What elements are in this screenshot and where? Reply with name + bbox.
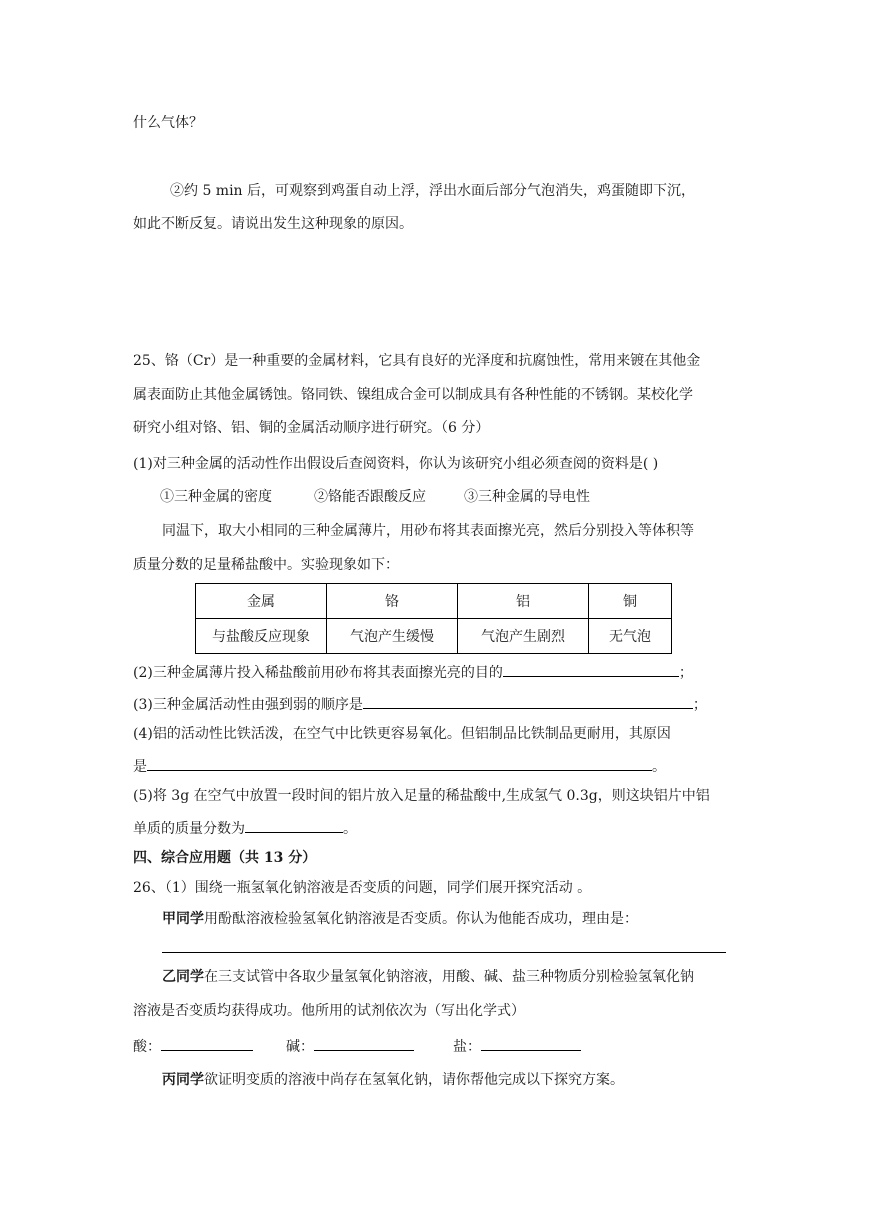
q25-sub4-line1: (4)铝的活动性比铁活泼，在空气中比铁更容易氧化。但铝制品比铁制品更耐用，其原因 xyxy=(133,726,671,742)
q25-line1: 25、铬（Cr）是一种重要的金属材料，它具有良好的光泽度和抗腐蚀性，常用来镀在其他金 xyxy=(133,353,701,369)
student-yi-text: 在三支试管中各取少量氢氧化钠溶液，用酸、碱、盐三种物质分别检验氢氧化钠 xyxy=(204,969,694,985)
q25-sub2 xyxy=(133,662,693,683)
reagent-salt xyxy=(453,1036,581,1057)
q25-experiment-line1: 同温下，取大小相同的三种金属薄片，用砂布将其表面擦光亮，然后分别投入等体积等 xyxy=(162,523,694,539)
answer-blank-salt[interactable] xyxy=(481,1036,581,1051)
q25-line2: 属表面防止其他金属锈蚀。铬同铁、镍组成合金可以制成具有各种性能的不锈钢。某校化学 xyxy=(133,387,693,403)
base-label: 碱： xyxy=(286,1039,314,1055)
period: 。 xyxy=(343,821,357,837)
answer-blank-acid[interactable] xyxy=(161,1036,253,1051)
student-jia-text: 用酚酞溶液检验氢氧化钠溶液是否变质。你认为他能否成功，理由是： xyxy=(204,911,638,927)
table-header-row xyxy=(196,584,672,619)
semicolon: ； xyxy=(678,665,693,681)
q25-option-3: ③三种金属的导电性 xyxy=(464,489,590,505)
q25-sub3-text: (3)三种金属活动性由强到弱的顺序是 xyxy=(133,697,363,713)
q26-yi-line2: 溶液是否变质均获得成功。他所用的试剂依次为（写出化学式） xyxy=(133,1003,525,1019)
q26-yi-paragraph xyxy=(162,967,694,987)
q26-bing-paragraph xyxy=(162,1070,624,1090)
q25-sub3 xyxy=(133,694,707,715)
q25-sub4-prefix: 是 xyxy=(133,759,147,775)
q25-option-1: ①三种金属的密度 xyxy=(160,489,272,505)
student-bing-label: 丙同学 xyxy=(162,1072,204,1088)
student-jia-label: 甲同学 xyxy=(162,911,204,927)
q25-sub5-line1: (5)将 3g 在空气中放置一段时间的铝片放入足量的稀盐酸中,生成氢气 0.3g，则这块铝片中铝 xyxy=(133,788,710,804)
q25-sub1: (1)对三种金属的活动性作出假设后查阅资料，你认为该研究小组必须查阅的资料是( ) xyxy=(133,456,659,472)
table-header-cell: 铜 xyxy=(589,584,672,619)
section-title: 四、综合应用题（共 13 分） xyxy=(133,850,317,866)
student-bing-text: 欲证明变质的溶液中尚存在氢氧化钠，请你帮他完成以下探究方案。 xyxy=(204,1072,624,1088)
acid-label: 酸： xyxy=(133,1039,161,1055)
answer-blank-3[interactable] xyxy=(363,694,693,709)
table-cell: 气泡产生缓慢 xyxy=(327,619,458,654)
reagent-base xyxy=(286,1036,414,1057)
q25-option-2: ②铬能否跟酸反应 xyxy=(314,489,426,505)
table-header-cell: 金属 xyxy=(196,584,327,619)
table-cell: 无气泡 xyxy=(589,619,672,654)
answer-blank-2[interactable] xyxy=(503,662,679,677)
q24-part2-line2: 如此不断反复。请说出发生这种现象的原因。 xyxy=(133,216,413,232)
q26-line1: 26、（1）围绕一瓶氢氧化钠溶液是否变质的问题，同学们展开探究活动 。 xyxy=(133,880,592,896)
reagent-acid xyxy=(133,1036,253,1057)
table-cell: 气泡产生剧烈 xyxy=(458,619,589,654)
table-header-cell: 铝 xyxy=(458,584,589,619)
salt-label: 盐： xyxy=(453,1039,481,1055)
q25-sub5-line2 xyxy=(133,818,357,839)
q25-line3: 研究小组对铬、铝、铜的金属活动顺序进行研究。（6 分） xyxy=(133,420,490,436)
q25-sub4-line2 xyxy=(133,756,666,777)
answer-blank-4[interactable] xyxy=(147,756,652,771)
q25-sub2-text: (2)三种金属薄片投入稀盐酸前用砂布将其表面擦光亮的目的 xyxy=(133,665,503,681)
table-row xyxy=(196,619,672,654)
answer-blank-base[interactable] xyxy=(314,1036,414,1051)
semicolon: ； xyxy=(692,697,707,713)
table-cell: 与盐酸反应现象 xyxy=(196,619,327,654)
q24-tail: 什么气体？ xyxy=(133,115,203,131)
q25-sub5-text: 单质的质量分数为 xyxy=(133,821,245,837)
metal-reaction-table xyxy=(195,583,672,654)
q24-part2-line1: ②约 5 min 后，可观察到鸡蛋自动上浮，浮出水面后部分气泡消失，鸡蛋随即下沉， xyxy=(170,183,696,199)
q25-experiment-line2: 质量分数的足量稀盐酸中。实验现象如下： xyxy=(133,557,399,573)
q26-jia-paragraph xyxy=(162,909,638,929)
table-header-cell: 铬 xyxy=(327,584,458,619)
student-yi-label: 乙同学 xyxy=(162,969,204,985)
period: 。 xyxy=(652,759,666,775)
answer-blank-5[interactable] xyxy=(245,818,343,833)
answer-line-jia[interactable] xyxy=(162,952,726,953)
